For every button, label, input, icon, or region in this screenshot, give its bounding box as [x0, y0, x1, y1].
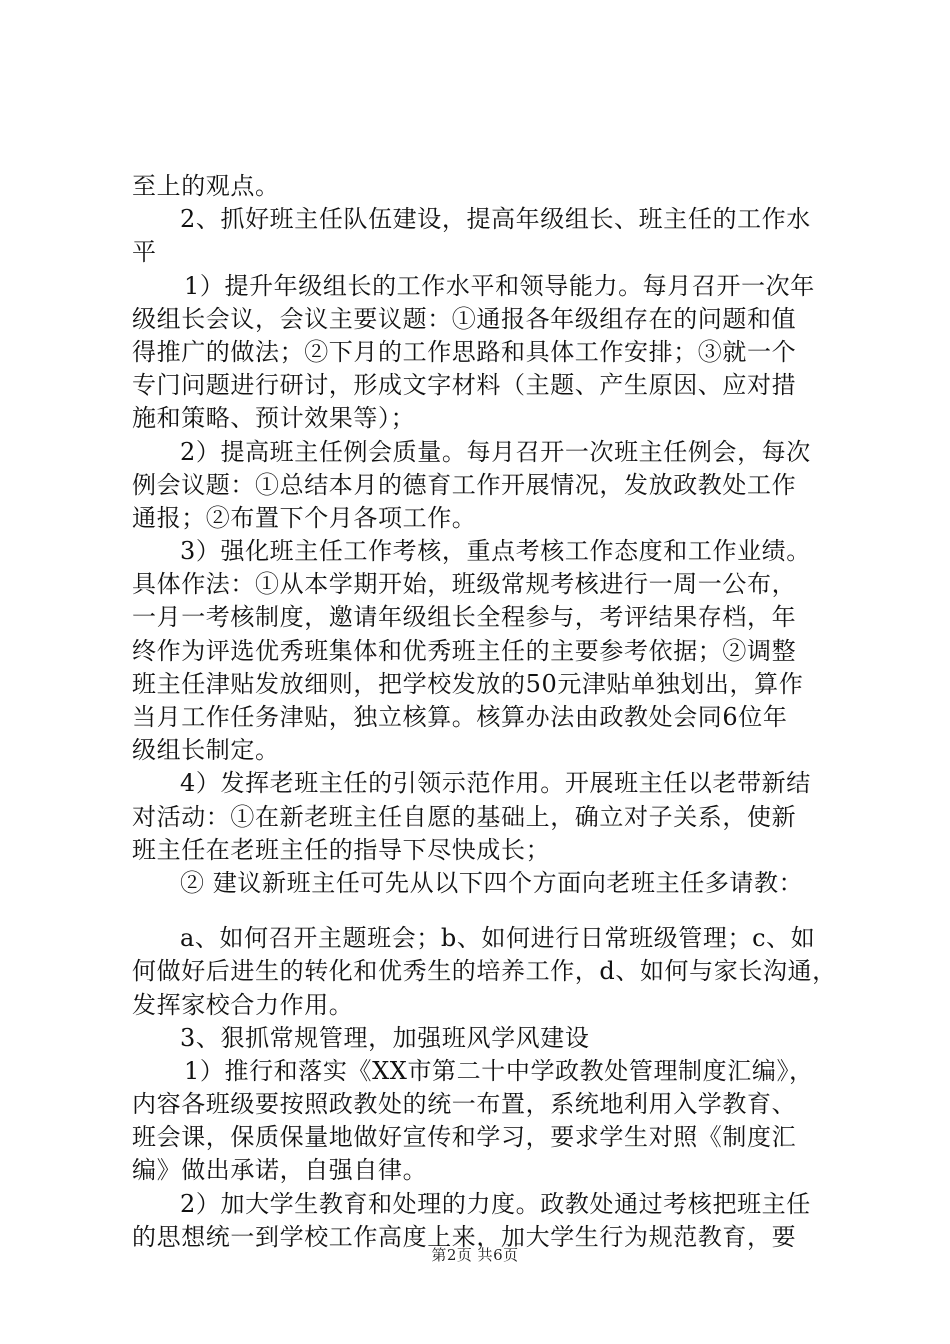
paragraph-gap — [132, 900, 832, 922]
text-line: 何做好后进生的转化和优秀生的培养工作，d、如何与家长沟通， — [132, 957, 837, 986]
paragraph-start: 1）推行和落实《XX市第二十中学政教处管理制度汇编》， — [184, 1056, 814, 1085]
text-line: 一月一考核制度，邀请年级组长全程参与，考评结果存档，年 — [132, 603, 797, 632]
text-line: 具体作法：①从本学期开始，班级常规考核进行一周一公布， — [132, 570, 797, 599]
text-line: 级组长会议，会议主要议题：①通报各年级组存在的问题和值 — [132, 304, 797, 333]
text-line: 对活动：①在新老班主任自愿的基础上，确立对子关系，使新 — [132, 802, 797, 831]
text-line: 班会课，保质保量地做好宣传和学习，要求学生对照《制度汇 — [132, 1123, 797, 1152]
text-line: 至上的观点。 — [132, 172, 280, 200]
text-line: 发挥家校合力作用。 — [132, 990, 354, 1019]
text-line: 班主任在老班主任的指导下尽快成长； — [132, 835, 551, 864]
text-line: 例会议题：①总结本月的德育工作开展情况，发放政教处工作 — [132, 470, 797, 499]
text-line: 编》做出承诺，自强自律。 — [132, 1156, 428, 1185]
paragraph-start: 3）强化班主任工作考核，重点考核工作态度和工作业绩。 — [180, 537, 811, 566]
document-body — [132, 170, 837, 1254]
text-line: 班主任津贴发放细则，把学校发放的50元津贴单独划出，算作 — [132, 669, 804, 698]
paragraph-start: 1）提升年级组长的工作水平和领导能力。每月召开一次年 — [184, 271, 815, 300]
text-line: 的思想统一到学校工作高度上来，加大学生行为规范教育，要 — [132, 1222, 797, 1251]
text-line: 内容各班级要按照政教处的统一布置，系统地利用入学教育、 — [132, 1090, 797, 1119]
text-line: 当月工作任务津贴，独立核算。核算办法由政教处会同6位年 — [132, 703, 788, 731]
section-heading: 3、狠抓常规管理，加强班风学风建设 — [180, 1023, 590, 1052]
paragraph-start: ② 建议新班主任可先从以下四个方面向老班主任多请教： — [180, 868, 804, 897]
text-line: 得推广的做法；②下月的工作思路和具体工作安排；③就一个 — [132, 337, 797, 366]
text-line: 施和策略、预计效果等）； — [132, 404, 416, 433]
paragraph-start: 2）提高班主任例会质量。每月召开一次班主任例会，每次 — [180, 437, 811, 466]
text-line: 平 — [132, 238, 157, 267]
page-number-footer: 第2页 共6页 — [431, 1246, 519, 1264]
text-line: 级组长制定。 — [132, 736, 280, 765]
paragraph-start: a、如何召开主题班会；b、如何进行日常班级管理；c、如 — [180, 924, 816, 953]
text-line: 专门问题进行研讨，形成文字材料（主题、产生原因、应对措 — [132, 371, 797, 400]
text-line: 通报；②布置下个月各项工作。 — [132, 503, 477, 532]
paragraph-start: 2）加大学生教育和处理的力度。政教处通过考核把班主任 — [180, 1189, 811, 1218]
paragraph-start: 4）发挥老班主任的引领示范作用。开展班主任以老带新结 — [180, 769, 811, 798]
section-heading: 2、抓好班主任队伍建设，提高年级组长、班主任的工作水 — [180, 205, 811, 234]
text-line: 终作为评选优秀班集体和优秀班主任的主要参考依据；②调整 — [132, 636, 797, 665]
